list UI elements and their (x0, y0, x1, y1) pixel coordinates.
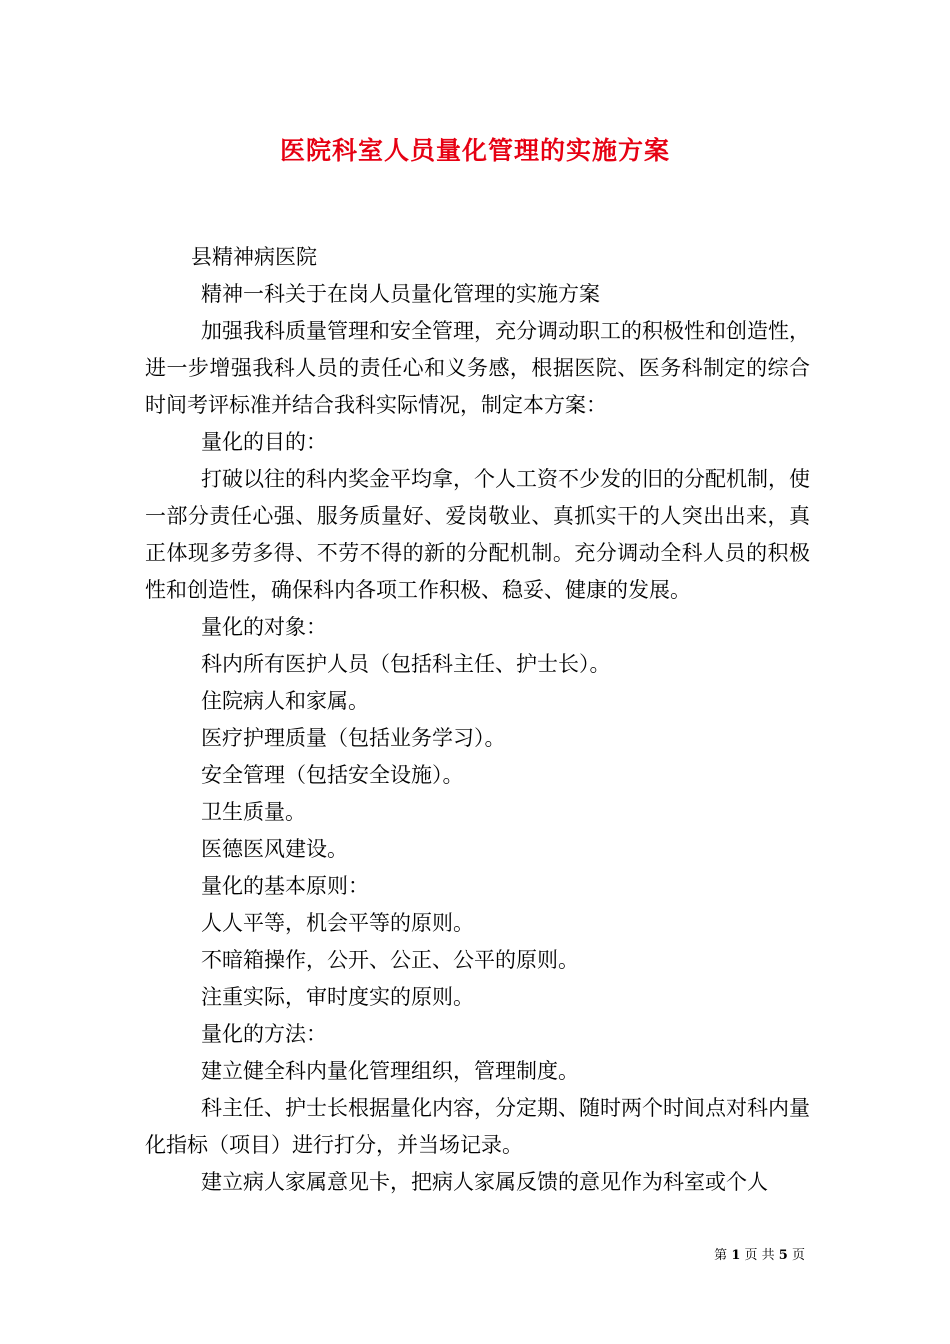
paragraph: 量化的对象： (201, 615, 327, 639)
page-number-footer (714, 1248, 805, 1264)
paragraph: 加强我科质量管理和安全管理，充分调动职工的积极性和创造性，进一步增强我科人员的责任心和义务感，根据医院、医务科制定的综合时间考评标准并结合我科实际情况，制定本方案： (145, 319, 810, 417)
total-page-number: 5 (778, 1248, 788, 1263)
paragraph: 不暗箱操作，公开、公正、公平的原则。 (201, 948, 579, 972)
document-title: 医院科室人员量化管理的实施方案 (279, 136, 670, 165)
paragraph: 科内所有医护人员（包括科主任、护士长）。 (201, 652, 611, 676)
paragraph: 卫生质量。 (201, 800, 306, 824)
paragraph: 安全管理（包括安全设施）。 (201, 763, 464, 787)
footer-prefix: 第 (714, 1248, 728, 1263)
footer-middle: 页 共 (744, 1248, 775, 1263)
paragraph: 县精神病医院 (191, 245, 317, 269)
paragraph: 打破以往的科内奖金平均拿，个人工资不少发的旧的分配机制，使一部分责任心强、服务质量好、爱岗敬业、真抓实干的人突出出来，真正体现多劳多得、不劳不得的新的分配机制。充分调动全科人员的积极性和创造性，确保科内各项工作积极、稳妥、健康的发展。 (145, 467, 810, 602)
paragraph: 人人平等，机会平等的原则。 (201, 911, 474, 935)
paragraph: 建立健全科内量化管理组织，管理制度。 (201, 1059, 579, 1083)
paragraph: 住院病人和家属。 (201, 689, 369, 713)
paragraph: 量化的基本原则： (201, 874, 369, 898)
paragraph: 精神一科关于在岗人员量化管理的实施方案 (201, 282, 600, 306)
paragraph: 量化的方法： (201, 1022, 327, 1046)
paragraph: 建立病人家属意见卡，把病人家属反馈的意见作为科室或个人 (201, 1170, 768, 1194)
current-page-number: 1 (731, 1248, 741, 1263)
paragraph: 注重实际，审时度实的原则。 (201, 985, 474, 1009)
footer-suffix: 页 (791, 1248, 805, 1263)
paragraph: 科主任、护士长根据量化内容，分定期、随时两个时间点对科内量化指标（项目）进行打分，并当场记录。 (145, 1096, 810, 1157)
paragraph: 医疗护理质量（包括业务学习）。 (201, 726, 506, 750)
paragraph: 量化的目的： (201, 430, 327, 454)
document-body (145, 239, 810, 1201)
paragraph: 医德医风建设。 (201, 837, 348, 861)
